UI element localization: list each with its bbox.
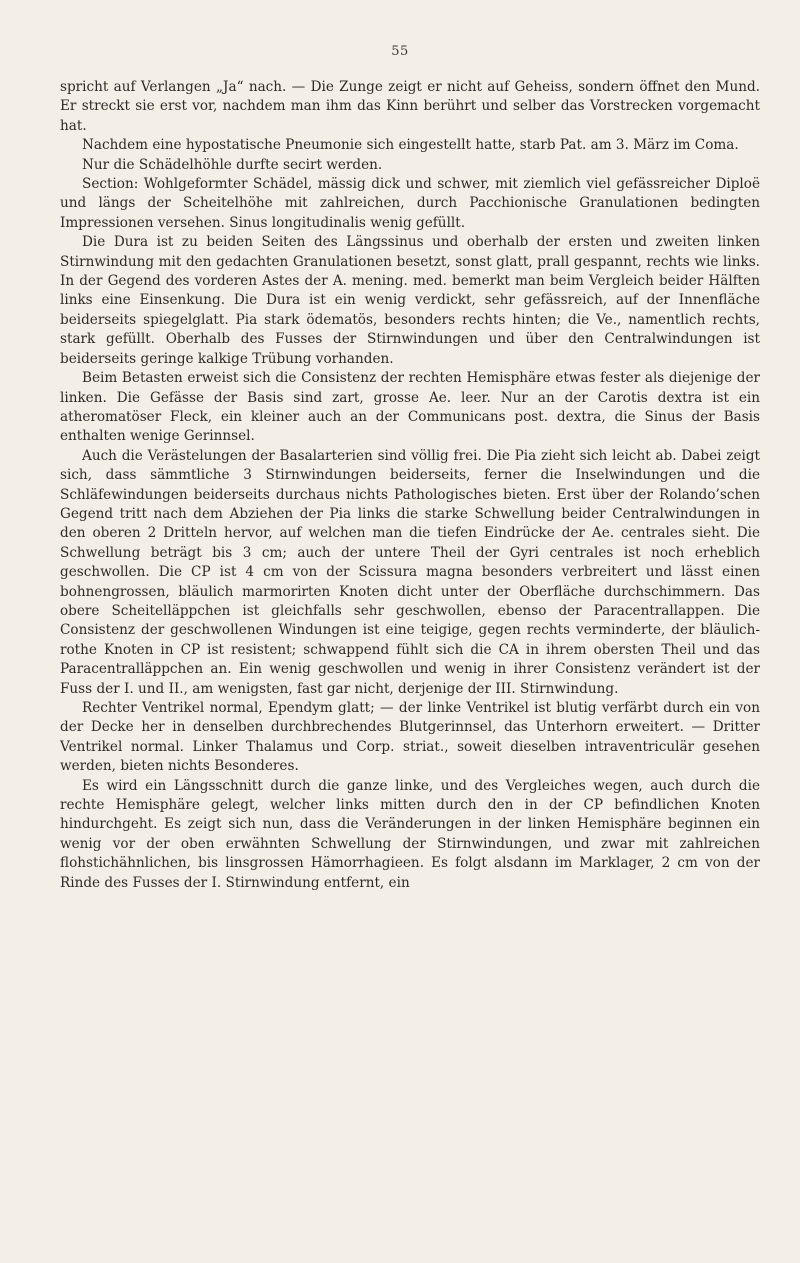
paragraph: Rechter Ventrikel normal, Ependym glatt; — der linke Ventrikel ist blutig verfärbt durch ein von der Decke her in denselben durchbrechendes Blutgerinnsel, das Unterhorn erweitert. — Dritter Ventrikel normal. Linker Thalamus und Corp. striat., soweit dieselben intraventriculär gesehen werden, bieten nichts Besonderes. bbox=[60, 700, 760, 775]
page-number: 55 bbox=[391, 44, 409, 59]
paragraph: Es wird ein Längsschnitt durch die ganze linke, und des Vergleiches wegen, auch durch die rechte Hemisphäre gelegt, welcher links mitten durch den in der CP befindlichen Knoten hindurchgeht. Es zeigt sich nun, dass die Veränderungen in der linken Hemisphäre beginnen ein wenig vor der oben erwähnten Schwellung der Stirnwindungen, und zwar mit zahlreichen flohstichähnlichen, bis linsgrossen Hämorrhagieen. Es folgt alsdann im Marklager, 2 cm von der Rinde des Fusses der I. Stirnwindung entfernt, ein bbox=[60, 777, 760, 891]
paragraph: spricht auf Verlangen „Ja“ nach. — Die Zunge zeigt er nicht auf Geheiss, sondern öffnet den Mund. Er streckt sie erst vor, nachdem man ihm das Kinn berührt und selber das Vorstrecken vorgemacht hat. bbox=[60, 79, 760, 134]
paragraph: Auch die Verästelungen der Basalarterien sind völlig frei. Die Pia zieht sich leicht ab. Dabei zeigt sich, dass sämmtliche 3 Stirnwindungen beiderseits, ferner die Inselwindungen und die Schläfewindungen beiderseits durchaus nichts Pathologisches bieten. Erst über der Rolando’schen Gegend tritt nach dem Abziehen der Pia links die starke Schwellung beider Centralwindungen in den oberen 2 Dritteln hervor, auf welchen man die tiefen Eindrücke der Ae. centrales sieht. Die Schwellung beträgt bis 3 cm; auch der untere Theil der Gyri centrales ist noch erheblich geschwollen. Die CP ist 4 cm von der Scissura magna besonders verbreitert und lässt einen bohnengrossen, bläulich marmorirten Knoten dicht unter der Oberfläche durchschimmern. Das obere Scheitelläppchen ist gleichfalls sehr geschwollen, ebenso der Paracentrallappen. Die Consistenz der geschwollenen Windungen ist eine teigige, gegen rechts verminderte, der bläulich-rothe Knoten in CP ist resistent; schwappend fühlt sich die CA in ihrem obersten Theil und das Paracentralläppchen an. Ein wenig geschwollen und wenig in ihrer Consistenz verändert ist der Fuss der I. und II., am wenigsten, fast gar nicht, derjenige der III. Stirnwindung. bbox=[60, 447, 760, 697]
paragraph: Section: Wohlgeformter Schädel, mässig dick und schwer, mit ziemlich viel gefässreicher Diploë und längs der Scheitelhöhe mit zahlreichen, durch Pacchionische Granulationen bedingten Impressionen versehen. Sinus longitudinalis wenig gefüllt. bbox=[60, 176, 760, 231]
paragraph: Nur die Schädelhöhle durfte secirt werden. bbox=[82, 156, 383, 173]
paragraph: Nachdem eine hypostatische Pneumonie sich eingestellt hatte, starb Pat. am 3. März im Coma. bbox=[82, 137, 739, 154]
paragraph: Beim Betasten erweist sich die Consistenz der rechten Hemisphäre etwas fester als diejenige der linken. Die Gefässe der Basis sind zart, grosse Ae. leer. Nur an der Carotis dextra ist ein atheromatöser Fleck, ein kleiner auch an der Communicans post. dextra, die Sinus der Basis enthalten wenige Gerinnsel. bbox=[60, 370, 760, 445]
body-text bbox=[60, 78, 760, 893]
paragraph: Die Dura ist zu beiden Seiten des Längssinus und oberhalb der ersten und zweiten linken Stirnwindung mit den gedachten Granulationen besetzt, sonst glatt, prall gespannt, rechts wie links. In der Gegend des vorderen Astes der A. mening. med. bemerkt man beim Vergleich beider Hälften links eine Einsenkung. Die Dura ist ein wenig verdickt, sehr gefässreich, auf der Innenfläche beiderseits spiegelglatt. Pia stark ödematös, besonders rechts hinten; die Ve., namentlich rechts, stark gefüllt. Oberhalb des Fusses der Stirnwindungen und über den Centralwindungen ist beiderseits geringe kalkige Trübung vorhanden. bbox=[60, 234, 760, 367]
